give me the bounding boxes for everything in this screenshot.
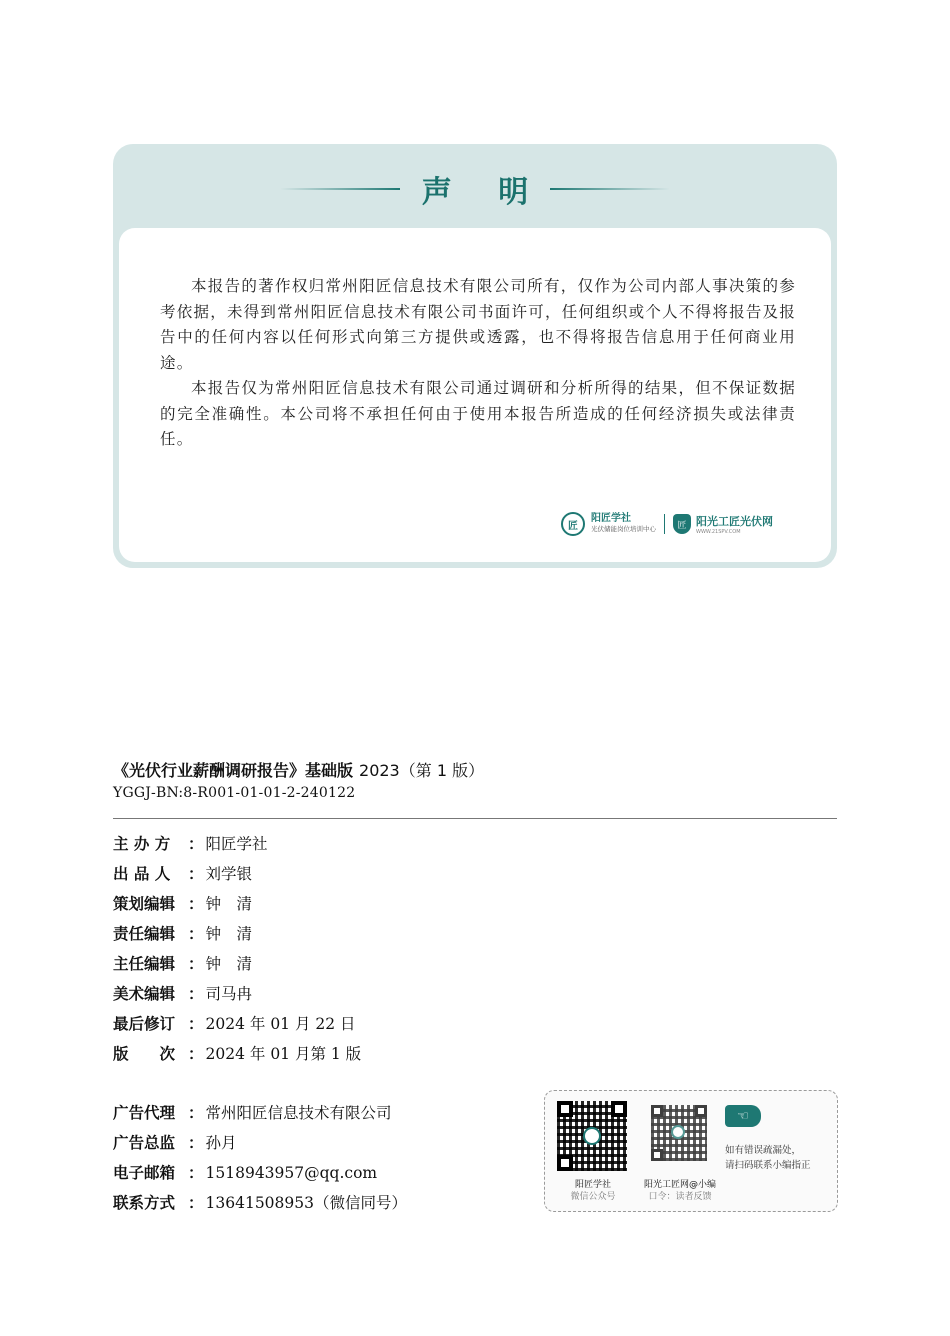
logo2-text xyxy=(691,513,773,535)
qr2-name: 阳光工匠网@小编 xyxy=(643,1180,716,1190)
contact-row: 广告代理 ： 常州阳匠信息技术有限公司 xyxy=(113,1101,392,1123)
qr-code-panel xyxy=(544,1090,838,1212)
error-report-line-2: 请扫码联系小编指正 xyxy=(725,1160,811,1171)
qr1-caption xyxy=(555,1179,631,1203)
logo1-subtitle: 光伏储能岗位培训中心 xyxy=(591,525,656,533)
contact-phone: 13641508953（微信同号） xyxy=(205,1194,407,1212)
contact-label: 联系方式 xyxy=(113,1194,176,1212)
qr2-caption xyxy=(637,1179,723,1203)
logo-separator xyxy=(664,514,665,534)
qr1-subtitle: 微信公众号 xyxy=(570,1192,616,1202)
title-right-divider xyxy=(550,188,670,190)
contact-email[interactable]: 1518943957@qq.com xyxy=(205,1164,378,1182)
credit-value: 阳匠学社 xyxy=(205,835,268,853)
publication-title: 《光伏行业薪酬调研报告》基础版 xyxy=(113,761,354,780)
title-left-divider xyxy=(280,188,400,190)
credit-value: 钟 清 xyxy=(205,955,253,973)
credit-row: 出 品 人 ： 刘学银 xyxy=(113,862,252,884)
credit-value: 司马冉 xyxy=(205,985,253,1003)
statement-body xyxy=(119,228,831,562)
credit-value: 2024 年 01 月 22 日 xyxy=(205,1015,356,1033)
credit-row: 版 次 ： 2024 年 01 月第 1 版 xyxy=(113,1042,361,1064)
credit-row: 美术编辑 ： 司马冉 xyxy=(113,982,252,1004)
statement-title: 声 明 xyxy=(421,175,547,210)
credit-label: 主任编辑 xyxy=(113,955,176,973)
brand-logos xyxy=(561,512,773,536)
credit-label: 责任编辑 xyxy=(113,925,176,943)
credit-value: 钟 清 xyxy=(205,895,253,913)
credit-row: 责任编辑 ： 钟 清 xyxy=(113,922,252,944)
contact-label: 广告代理 xyxy=(113,1104,176,1122)
divider-line xyxy=(113,818,837,819)
error-report-note xyxy=(725,1143,811,1173)
statement-paragraph-1: 本报告的著作权归常州阳匠信息技术有限公司所有，仅作为公司内部人事决策的参考依据，未得到常州阳匠信息技术有限公司书面许可，任何组织或个人不得将报告及报告中的任何内容以任何形式向第三方提供或透露，也不得将报告信息用于任何商业用途。 xyxy=(160,277,796,372)
credit-row: 最后修订 ： 2024 年 01 月 22 日 xyxy=(113,1012,356,1034)
publication-version: 2023（第 1 版） xyxy=(359,761,485,780)
credit-row: 主 办 方 ： 阳匠学社 xyxy=(113,832,268,854)
yangjiang-academy-logo-icon: 匠 xyxy=(561,512,585,536)
statement-card xyxy=(113,144,837,568)
error-report-line-1: 如有错误疏漏处， xyxy=(725,1145,802,1156)
logo1-name: 阳匠学社 xyxy=(591,513,631,524)
qr2-subtitle: 口令：读者反馈 xyxy=(648,1192,712,1202)
contact-value: 孙月 xyxy=(205,1134,237,1152)
credit-value: 钟 清 xyxy=(205,925,253,943)
sunshine-craftsman-logo-icon: 匠 xyxy=(673,514,691,534)
wechat-qr-code[interactable] xyxy=(557,1101,627,1171)
contact-value: 常州阳匠信息技术有限公司 xyxy=(205,1104,392,1122)
qr1-name: 阳匠学社 xyxy=(574,1180,611,1190)
credit-label: 最后修订 xyxy=(113,1015,176,1033)
credit-label: 版 次 xyxy=(113,1045,176,1063)
contact-row: 广告总监 ： 孙月 xyxy=(113,1131,237,1153)
credit-label: 主 办 方 xyxy=(113,835,171,853)
logo2-url: WWW.21SPV.COM xyxy=(696,529,741,535)
contact-row: 联系方式 ： 13641508953（微信同号） xyxy=(113,1191,407,1213)
contact-row: 电子邮箱 ： 1518943957@qq.com xyxy=(113,1161,377,1183)
credit-value: 2024 年 01 月第 1 版 xyxy=(205,1045,362,1063)
credit-row: 主任编辑 ： 钟 清 xyxy=(113,952,252,974)
credit-value: 刘学银 xyxy=(205,865,253,883)
credit-label: 策划编辑 xyxy=(113,895,176,913)
contact-label: 电子邮箱 xyxy=(113,1164,176,1182)
statement-paragraph-2: 本报告仅为常州阳匠信息技术有限公司通过调研和分析所得的结果，但不保证数据的完全准确性。本公司将不承担任何由于使用本报告所造成的任何经济损失或法律责任。 xyxy=(160,379,796,448)
publication-code: YGGJ-BN:8-R001-01-01-2-240122 xyxy=(113,785,356,801)
editor-qr-code[interactable] xyxy=(651,1105,707,1161)
credit-row: 策划编辑 ： 钟 清 xyxy=(113,892,252,914)
logo2-name: 阳光工匠光伏网 xyxy=(696,515,773,528)
credit-label: 出 品 人 xyxy=(113,865,171,883)
pointing-hand-icon: ☜ xyxy=(725,1105,761,1127)
credit-label: 美术编辑 xyxy=(113,985,176,1003)
contact-label: 广告总监 xyxy=(113,1134,176,1152)
publication-title-line xyxy=(113,758,484,781)
statement-header xyxy=(113,166,837,212)
logo1-text xyxy=(591,514,656,534)
